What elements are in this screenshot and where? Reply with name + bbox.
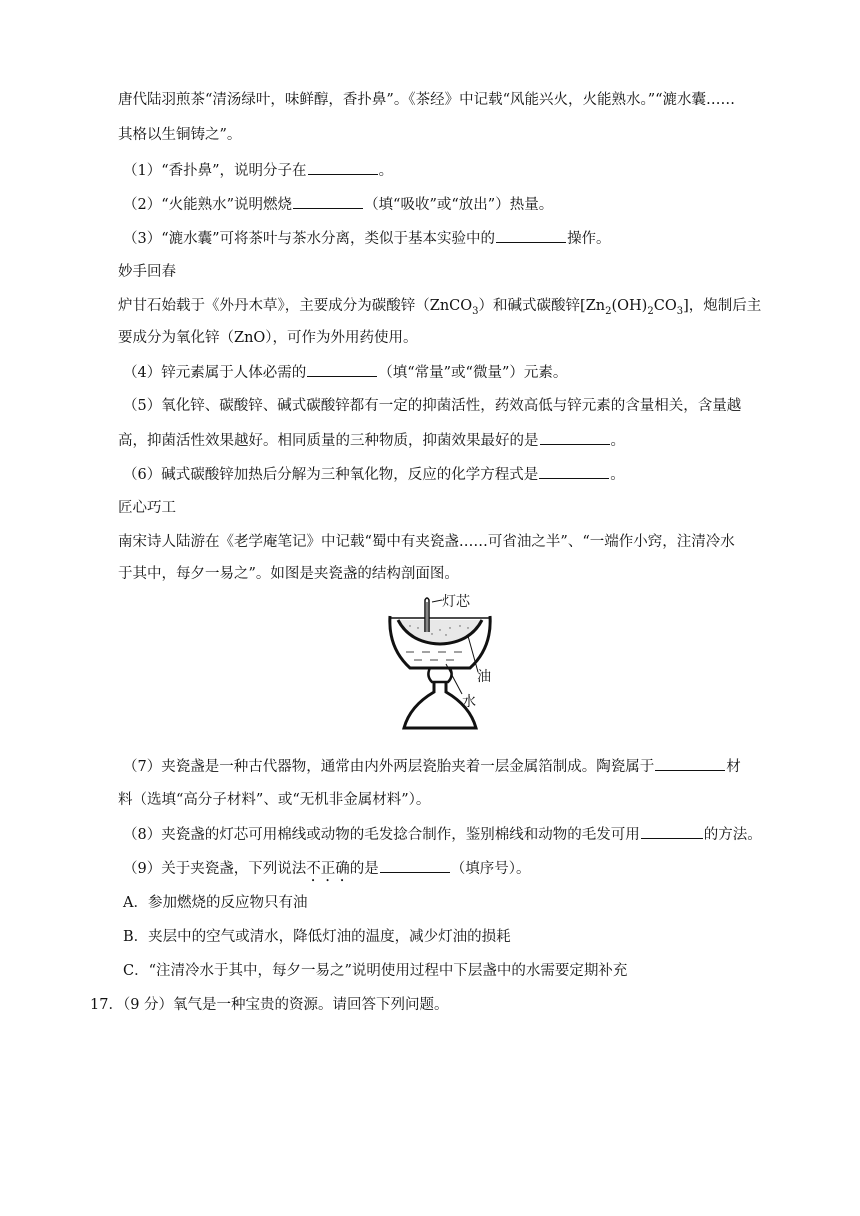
paragraph-2-line-2: 要成分为氧化锌（ZnO），可作为外用药使用。: [118, 330, 418, 346]
lamp-neck: [428, 668, 451, 682]
option-c: C．“注清冷水于其中，每夕一易之”说明使用过程中下层盏中的水需要定期补充: [123, 963, 628, 979]
label-wick: 灯芯: [442, 594, 470, 610]
water-texture: [406, 652, 462, 660]
paragraph-3-line-2: 于其中，每夕一易之”。如图是夹瓷盏的结构剖面图。: [118, 566, 459, 582]
emphasis-not-correct: 不正确: [306, 861, 350, 877]
intro-line-2: 其格以生铜铸之”。: [118, 127, 242, 143]
question-6-text: （6）碱式碳酸锌加热后分解为三种氧化物，反应的化学方程式是: [123, 467, 539, 483]
answer-blank-1[interactable]: [308, 160, 378, 175]
option-a: A．参加燃烧的反应物只有油: [123, 895, 308, 911]
question-7-line-1: （7）夹瓷盏是一种古代器物，通常由内外两层瓷胎夹着一层金属箔制成。陶瓷属于 材: [123, 756, 741, 777]
question-6: （6）碱式碳酸锌加热后分解为三种氧化物，反应的化学方程式是 。: [123, 464, 625, 485]
question-5-line-2: 高，抑菌活性效果越好。相同质量的三种物质，抑菌效果最好的是 。: [118, 430, 625, 451]
section-title-jiangxin: 匠心巧工: [118, 500, 176, 516]
section-title-miaoshou: 妙手回春: [118, 264, 176, 280]
question-9: （9）关于夹瓷盏，下列说法不正确的是 （填序号）。: [123, 858, 530, 885]
answer-blank-3[interactable]: [496, 228, 566, 243]
question-5-line-1: （5）氧化锌、碳酸锌、碱式碳酸锌都有一定的抑菌活性，药效高低与锌元素的含量相关，含量越: [123, 398, 742, 414]
answer-blank-6[interactable]: [539, 464, 609, 479]
question-17: 17．（9 分）氧气是一种宝贵的资源。请回答下列问题。: [90, 997, 449, 1013]
answer-blank-8[interactable]: [641, 824, 703, 839]
question-4-text: （4）锌元素属于人体必需的: [123, 365, 307, 381]
paragraph-3-line-1: 南宋诗人陆游在《老学庵笔记》中记载“蜀中有夹瓷盏……可省油之半”、“一端作小窍，注清冷水: [118, 534, 735, 550]
option-b: B．夹层中的空气或清水，降低灯油的温度，减少灯油的损耗: [123, 929, 511, 945]
question-8-text: （8）夹瓷盏的灯芯可用棉线或动物的毛发捻合制作，鉴别棉线和动物的毛发可用: [123, 827, 640, 843]
answer-blank-5[interactable]: [540, 430, 610, 445]
question-4: （4）锌元素属于人体必需的 （填“常量”或“微量”）元素。: [123, 362, 567, 383]
intro-line-1: 唐代陆羽煎茶“清汤绿叶，味鲜醇，香扑鼻”。《茶经》中记载“风能兴火，火能熟水。”“漉水囊……: [118, 92, 736, 108]
answer-blank-9[interactable]: [380, 858, 450, 873]
question-8: （8）夹瓷盏的灯芯可用棉线或动物的毛发捻合制作，鉴别棉线和动物的毛发可用 的方法。: [123, 824, 762, 845]
label-water: 水: [462, 694, 476, 710]
question-2: （2）“火能熟水”说明燃烧 （填“吸收”或“放出”）热量。: [123, 194, 553, 215]
question-1-text: （1）“香扑鼻”，说明分子在: [123, 163, 307, 179]
question-3-text: （3）“漉水囊”可将茶叶与茶水分离，类似于基本实验中的: [123, 231, 496, 247]
question-2-text: （2）“火能熟水”说明燃烧: [123, 197, 293, 213]
answer-blank-2[interactable]: [293, 194, 363, 209]
question-1: （1）“香扑鼻”，说明分子在 。: [123, 160, 393, 181]
paragraph-2-line-1: 炉甘石始载于《外丹木草》，主要成分为碳酸锌（ZnCO$_3$）和碱式碳酸锌$[Zn_2(OH)_2CO_3]$，炮制后主: [118, 298, 762, 317]
lamp-cross-section-figure: [380, 588, 500, 738]
answer-blank-4[interactable]: [307, 362, 377, 377]
label-oil: 油: [477, 669, 491, 685]
question-3: （3）“漉水囊”可将茶叶与茶水分离，类似于基本实验中的 操作。: [123, 228, 611, 249]
answer-blank-7[interactable]: [655, 756, 725, 771]
question-7-line-2: 料（选填“高分子材料”、或“无机非金属材料”）。: [118, 792, 431, 808]
question-7-text: （7）夹瓷盏是一种古代器物，通常由内外两层瓷胎夹着一层金属箔制成。陶瓷属于: [123, 759, 655, 775]
